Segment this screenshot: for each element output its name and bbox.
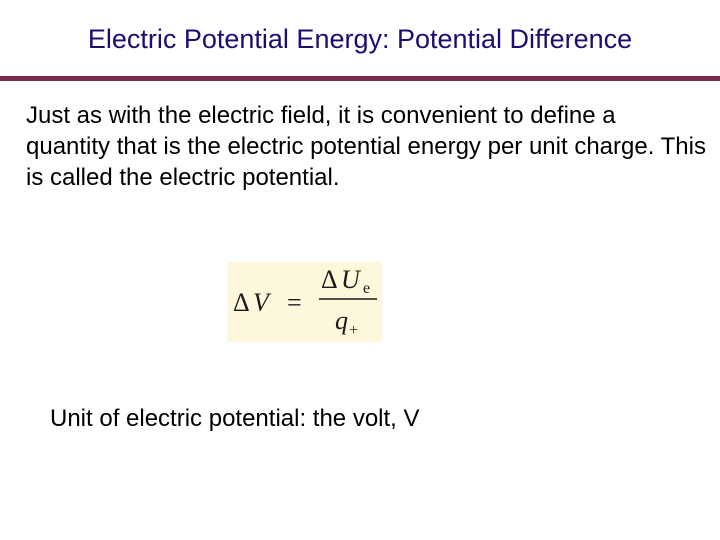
body-paragraph: Just as with the electric field, it is convenient to define a quantity that is the electric potential energy per unit charge. This is called the electric potential.	[26, 102, 706, 191]
lhs-delta: Δ	[233, 288, 250, 317]
title-divider	[0, 76, 720, 81]
slide-title: Electric Potential Energy: Potential Difference	[87, 24, 633, 54]
denominator-variable: q	[335, 306, 348, 335]
equals-sign: =	[287, 288, 302, 317]
unit-note: Unit of electric potential: the volt, V	[50, 405, 420, 432]
numerator-delta: Δ	[321, 265, 338, 294]
potential-difference-equation	[227, 262, 382, 342]
lhs-variable: V	[253, 288, 269, 317]
numerator-variable: U	[341, 265, 360, 294]
numerator-subscript: e	[363, 280, 371, 297]
denominator-subscript: +	[349, 322, 359, 339]
